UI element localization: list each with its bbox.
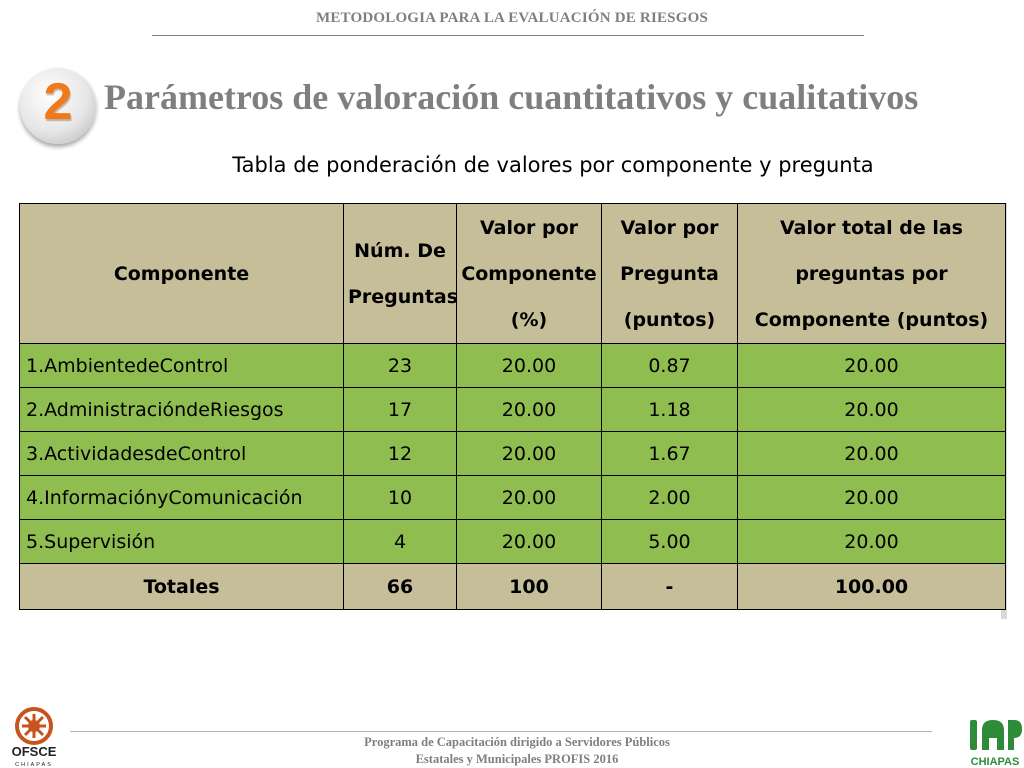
table-totals-row <box>20 564 1006 610</box>
totals-valor-pregunta: - <box>602 564 738 610</box>
cell-num-preguntas: 10 <box>344 476 457 520</box>
svg-text:CHIAPAS: CHIAPAS <box>970 756 1020 768</box>
svg-text:OFSCE: OFSCE <box>11 744 57 759</box>
column-header-valor-pregunta: Valor por Pregunta (puntos) <box>602 204 738 344</box>
totals-valor-total: 100.00 <box>738 564 1006 610</box>
table-caption: Tabla de ponderación de valores por componente y pregunta <box>232 153 874 177</box>
cell-valor-pregunta: 2.00 <box>602 476 738 520</box>
cell-componente: 3.ActividadesdeControl <box>20 432 344 476</box>
cell-valor-componente: 20.00 <box>457 344 602 388</box>
cell-valor-total: 20.00 <box>738 520 1006 564</box>
cell-valor-total: 20.00 <box>738 344 1006 388</box>
cell-num-preguntas: 23 <box>344 344 457 388</box>
cell-componente: 2.AdministracióndeRiesgos <box>20 388 344 432</box>
cell-valor-componente: 20.00 <box>457 520 602 564</box>
iap-logo <box>966 712 1024 768</box>
weighting-table <box>19 203 1006 610</box>
svg-text:CHIAPAS: CHIAPAS <box>15 762 53 768</box>
section-number: 2 <box>43 73 73 131</box>
cell-num-preguntas: 4 <box>344 520 457 564</box>
footer-divider <box>70 731 932 732</box>
header-divider <box>152 35 864 36</box>
cell-num-preguntas: 12 <box>344 432 457 476</box>
table-row <box>20 476 1006 520</box>
cell-valor-pregunta: 1.18 <box>602 388 738 432</box>
cell-valor-componente: 20.00 <box>457 476 602 520</box>
cell-valor-total: 20.00 <box>738 432 1006 476</box>
cell-componente: 5.Supervisión <box>20 520 344 564</box>
footer-line-2: Estatales y Municipales PROFIS 2016 <box>415 752 619 766</box>
footer-line-1: Programa de Capacitación dirigido a Servidores Públicos <box>364 735 670 749</box>
cell-valor-pregunta: 1.67 <box>602 432 738 476</box>
cell-valor-pregunta: 5.00 <box>602 520 738 564</box>
section-number-badge <box>20 68 96 144</box>
totals-label: Totales <box>20 564 344 610</box>
table-header-row <box>20 204 1006 344</box>
document-header: METODOLOGIA PARA LA EVALUACIÓN DE RIESGOS <box>315 10 709 26</box>
column-header-valor-componente: Valor por Componente (%) <box>457 204 602 344</box>
cell-valor-pregunta: 0.87 <box>602 344 738 388</box>
cell-num-preguntas: 17 <box>344 388 457 432</box>
section-title: Parámetros de valoración cuantitativos y cualitativos <box>104 77 919 117</box>
column-header-valor-total: Valor total de las preguntas por Componente (puntos) <box>738 204 1006 344</box>
table-row <box>20 388 1006 432</box>
cell-valor-componente: 20.00 <box>457 388 602 432</box>
totals-valor-componente: 100 <box>457 564 602 610</box>
cell-valor-total: 20.00 <box>738 388 1006 432</box>
ofsce-logo <box>4 706 64 768</box>
cell-valor-componente: 20.00 <box>457 432 602 476</box>
footer-text <box>0 734 1024 768</box>
totals-num-preguntas: 66 <box>344 564 457 610</box>
cell-valor-total: 20.00 <box>738 476 1006 520</box>
column-header-num-preguntas: Núm. De Preguntas <box>344 204 457 344</box>
table-row <box>20 344 1006 388</box>
column-header-componente: Componente <box>20 204 344 344</box>
cell-componente: 1.AmbientedeControl <box>20 344 344 388</box>
table-row <box>20 520 1006 564</box>
cell-componente: 4.InformaciónyComunicación <box>20 476 344 520</box>
table-row <box>20 432 1006 476</box>
